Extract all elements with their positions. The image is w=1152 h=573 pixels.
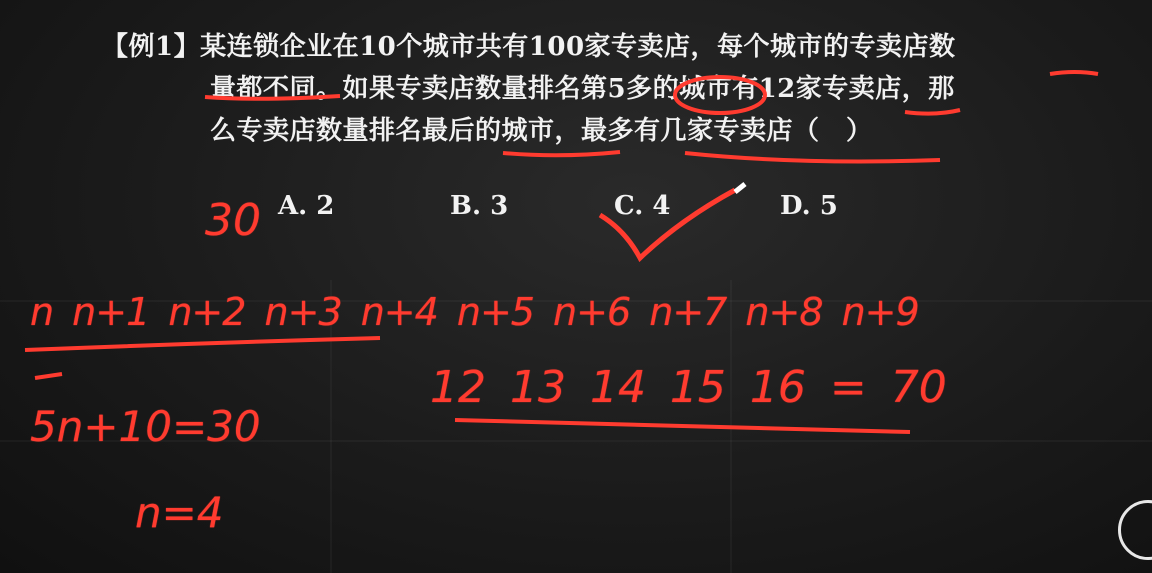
question-label: 【例1】 [102,32,201,62]
handwritten-sequence: n n+1 n+2 n+3 n+4 n+5 n+6 n+7 n+8 n+9 [30,290,919,334]
option-d[interactable]: D. 5 [780,191,838,221]
question-line-3: 么专卖店数量排名最后的城市，最多有几家专卖店（ ） [210,116,873,146]
option-b[interactable]: B. 3 [450,191,509,221]
handwritten-solution: n=4 [135,488,224,537]
handwritten-numbers: 12 13 14 15 16 = 70 [430,362,947,413]
option-a[interactable]: A. 2 [278,191,335,221]
question-line-1: 【例1】某连锁企业在10个城市共有100家专卖店，每个城市的专卖店数 [102,32,956,62]
handwritten-equation: 5n+10=30 [30,402,261,451]
option-c[interactable]: C. 4 [614,191,671,221]
question-text [102,26,1142,152]
question-line-2: 量都不同。如果专卖店数量排名第5多的城市有12家专卖店，那 [210,74,955,104]
handwritten-thirty: 30 [205,195,261,246]
